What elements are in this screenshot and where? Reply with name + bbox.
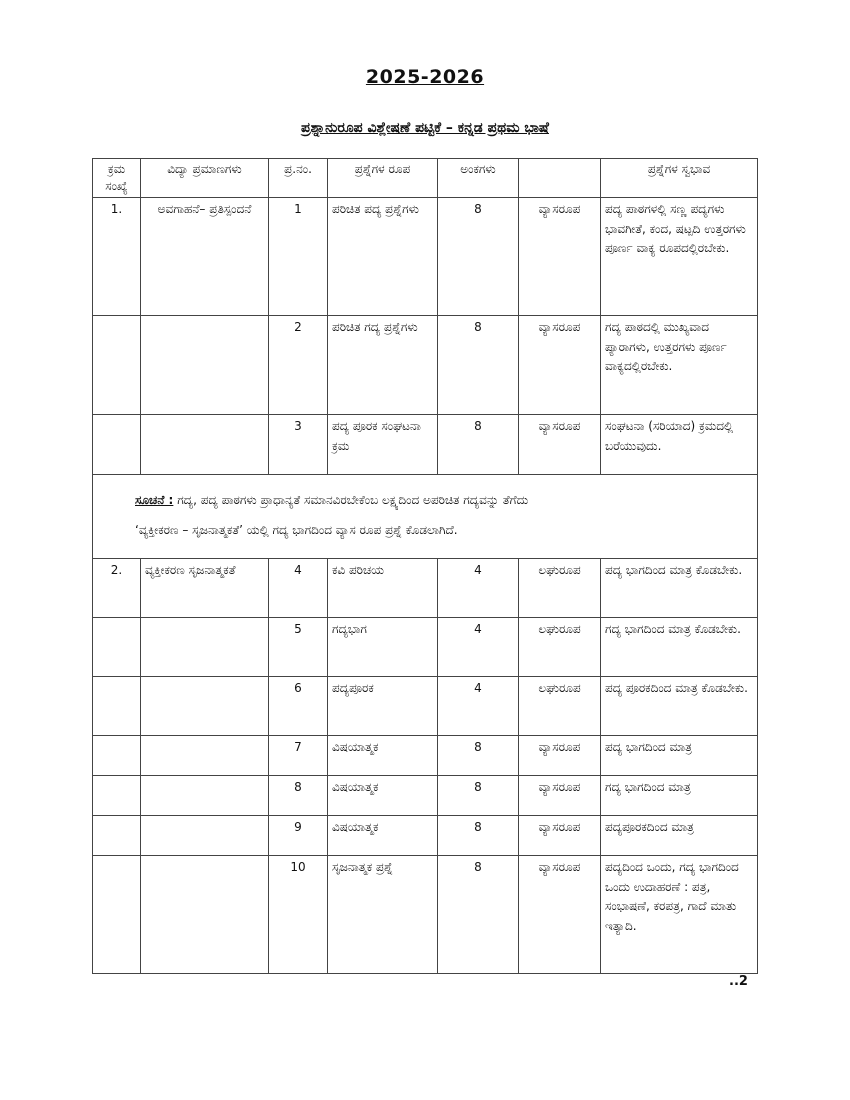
note-label: ಸೂಚನೆ : — [135, 493, 174, 507]
cell-form: ಗದ್ಯಭಾಗ — [328, 618, 438, 677]
cell-marks: 8 — [438, 736, 519, 776]
cell-type: ವ್ಯಾಸರೂಪ — [519, 316, 601, 415]
cell-nature: ಗದ್ಯ ಭಾಗದಿಂದ ಮಾತ್ರ ಕೊಡಬೇಕು. — [601, 618, 758, 677]
cell-nature: ಗದ್ಯ ಭಾಗದಿಂದ ಮಾತ್ರ — [601, 776, 758, 816]
col-header-form: ಪ್ರಶ್ನೆಗಳ ರೂಪ — [328, 159, 438, 198]
cell-qno: 9 — [269, 816, 328, 856]
cell-section — [141, 316, 269, 415]
table-row — [93, 736, 758, 776]
col-header-qno: ಪ್ರ.ನಂ. — [269, 159, 328, 198]
cell-type: ವ್ಯಾಸರೂಪ — [519, 816, 601, 856]
cell-form: ಪರಿಚಿತ ಗದ್ಯ ಪ್ರಶ್ನೆಗಳು — [328, 316, 438, 415]
cell-type: ವ್ಯಾಸರೂಪ — [519, 415, 601, 475]
cell-form: ಪದ್ಯ ಪೂರಕ ಸಂಘಟನಾ ಕ್ರಮ — [328, 415, 438, 475]
cell-section: ವ್ಯಕ್ತೀಕರಣ ಸೃಜನಾತ್ಮಕತೆ — [141, 559, 269, 618]
cell-nature: ಪದ್ಯದಿಂದ ಒಂದು, ಗದ್ಯ ಭಾಗದಿಂದ ಒಂದು ಉದಾಹರಣೆ : ಪತ್ರ, ಸಂಭಾಷಣೆ, ಕರಪತ್ರ, ಗಾದೆ ಮಾತು ಇತ್ಯಾದಿ. — [601, 856, 758, 974]
cell-type: ವ್ಯಾಸರೂಪ — [519, 736, 601, 776]
cell-form: ಕವಿ ಪರಿಚಯ — [328, 559, 438, 618]
cell-qno: 8 — [269, 776, 328, 816]
table-row — [93, 559, 758, 618]
cell-section — [141, 736, 269, 776]
cell-form: ಪದ್ಯಪೂರಕ — [328, 677, 438, 736]
cell-sl — [93, 736, 141, 776]
cell-qno: 3 — [269, 415, 328, 475]
cell-sl — [93, 856, 141, 974]
cell-nature: ಸಂಘಟನಾ (ಸರಿಯಾದ) ಕ್ರಮದಲ್ಲಿ ಬರೆಯುವುದು. — [601, 415, 758, 475]
cell-section — [141, 776, 269, 816]
analysis-table — [92, 158, 758, 974]
cell-sl — [93, 618, 141, 677]
cell-marks: 8 — [438, 198, 519, 316]
col-header-type — [519, 159, 601, 198]
cell-sl: 1. — [93, 198, 141, 316]
cell-type: ಲಘುರೂಪ — [519, 618, 601, 677]
cell-qno: 4 — [269, 559, 328, 618]
table-row — [93, 316, 758, 415]
note-line-2: ‘ವ್ಯಕ್ತೀಕರಣ – ಸೃಜನಾತ್ಮಕತೆ’ ಯಲ್ಲಿ ಗದ್ಯ ಭಾಗದಿಂದ ವ್ಯಾಸ ರೂಪ ಪ್ರಶ್ನೆ ಕೊಡಲಾಗಿದೆ. — [135, 523, 458, 537]
note-row — [93, 475, 758, 559]
cell-qno: 1 — [269, 198, 328, 316]
cell-nature: ಪದ್ಯ ಪೂರಕದಿಂದ ಮಾತ್ರ ಕೊಡಬೇಕು. — [601, 677, 758, 736]
cell-form: ಪರಿಚಿತ ಪದ್ಯ ಪ್ರಶ್ನೆಗಳು — [328, 198, 438, 316]
cell-marks: 4 — [438, 618, 519, 677]
cell-marks: 8 — [438, 776, 519, 816]
cell-nature: ಪದ್ಯ ಭಾಗದಿಂದ ಮಾತ್ರ — [601, 736, 758, 776]
cell-sl — [93, 816, 141, 856]
cell-section — [141, 677, 269, 736]
cell-sl — [93, 415, 141, 475]
cell-section — [141, 618, 269, 677]
col-header-sl: ಕ್ರಮ ಸಂಖ್ಯೆ — [93, 159, 141, 198]
cell-qno: 7 — [269, 736, 328, 776]
cell-nature: ಪದ್ಯ ಪಾಠಗಳಲ್ಲಿ ಸಣ್ಣ ಪದ್ಯಗಳು ಭಾವಗೀತೆ, ಕಂದ, ಷಟ್ಪದಿ ಉತ್ತರಗಳು ಪೂರ್ಣ ವಾಕ್ಯ ರೂಪದಲ್ಲಿರಬೇಕು. — [601, 198, 758, 316]
cell-sl — [93, 677, 141, 736]
cell-marks: 8 — [438, 316, 519, 415]
cell-type: ಲಘುರೂಪ — [519, 677, 601, 736]
cell-form: ವಿಷಯಾತ್ಮಕ — [328, 816, 438, 856]
col-header-nature: ಪ್ರಶ್ನೆಗಳ ಸ್ವಭಾವ — [601, 159, 758, 198]
cell-form: ವಿಷಯಾತ್ಮಕ — [328, 736, 438, 776]
cell-sl: 2. — [93, 559, 141, 618]
note-cell — [93, 475, 758, 559]
year-heading: 2025-2026 — [365, 66, 485, 88]
cell-marks: 4 — [438, 559, 519, 618]
table-row — [93, 816, 758, 856]
cell-nature: ಪದ್ಯಪೂರಕದಿಂದ ಮಾತ್ರ — [601, 816, 758, 856]
cell-section — [141, 816, 269, 856]
cell-form: ವಿಷಯಾತ್ಮಕ — [328, 776, 438, 816]
cell-sl — [93, 776, 141, 816]
cell-type: ಲಘುರೂಪ — [519, 559, 601, 618]
cell-qno: 5 — [269, 618, 328, 677]
cell-nature: ಗದ್ಯ ಪಾಠದಲ್ಲಿ ಮುಖ್ಯವಾದ ಪ್ಯಾರಾಗಳು, ಉತ್ತರಗಳು ಪೂರ್ಣ ವಾಕ್ಯದಲ್ಲಿರಬೇಕು. — [601, 316, 758, 415]
cell-qno: 2 — [269, 316, 328, 415]
table-row — [93, 677, 758, 736]
cell-sl — [93, 316, 141, 415]
note-line-1: ಗದ್ಯ, ಪದ್ಯ ಪಾಠಗಳು ಪ್ರಾಧಾನ್ಯತೆ ಸಮಾನವಿರಬೇಕೆಂಬ ಲಕ್ಷ್ಯದಿಂದ ಅಪರಿಚಿತ ಗದ್ಯವನ್ನು ತೆಗೆದು — [177, 493, 529, 507]
table-row — [93, 618, 758, 677]
table-header-row — [93, 159, 758, 198]
cell-marks: 8 — [438, 415, 519, 475]
cell-nature: ಪದ್ಯ ಭಾಗದಿಂದ ಮಾತ್ರ ಕೊಡಬೇಕು. — [601, 559, 758, 618]
cell-marks: 8 — [438, 856, 519, 974]
cell-marks: 8 — [438, 816, 519, 856]
cell-section — [141, 856, 269, 974]
cell-type: ವ್ಯಾಸರೂಪ — [519, 856, 601, 974]
page-title: ಪ್ರಶ್ನಾನುರೂಪ ವಿಶ್ಲೇಷಣೆ ಪಟ್ಟಿಕೆ – ಕನ್ನಡ ಪ್ರಥಮ ಭಾಷೆ — [301, 120, 549, 136]
cell-type: ವ್ಯಾಸರೂಪ — [519, 198, 601, 316]
table-row — [93, 776, 758, 816]
table-row — [93, 415, 758, 475]
col-header-section: ವಿದ್ಯಾ ಪ್ರಮಾಣಗಳು — [141, 159, 269, 198]
cell-section: ಅವಗಾಹನೆ– ಪ್ರತಿಸ್ಪಂದನೆ — [141, 198, 269, 316]
page-number-marker: ..2 — [729, 974, 748, 989]
cell-section — [141, 415, 269, 475]
cell-form: ಸೃಜನಾತ್ಮಕ ಪ್ರಶ್ನೆ — [328, 856, 438, 974]
cell-qno: 6 — [269, 677, 328, 736]
table-row — [93, 198, 758, 316]
cell-type: ವ್ಯಾಸರೂಪ — [519, 776, 601, 816]
cell-marks: 4 — [438, 677, 519, 736]
table-row — [93, 856, 758, 974]
col-header-marks: ಅಂಕಗಳು — [438, 159, 519, 198]
cell-qno: 10 — [269, 856, 328, 974]
